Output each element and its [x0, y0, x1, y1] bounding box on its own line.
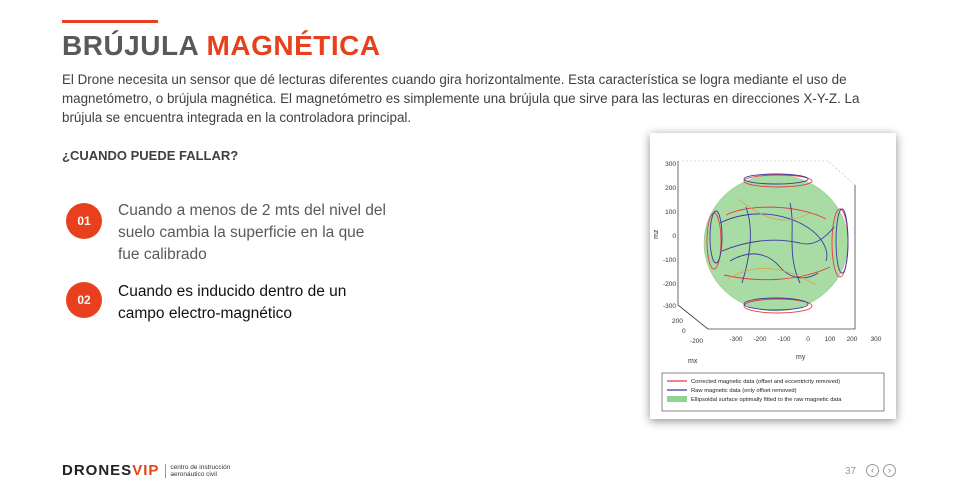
my-tick-7: 300: [870, 336, 882, 343]
next-slide-button[interactable]: [883, 464, 896, 477]
z-tick-3: 100: [665, 209, 676, 216]
footer-logo: [62, 462, 240, 479]
page-number: 37: [845, 466, 857, 477]
z-tick-4: 0: [672, 233, 676, 240]
my-axis-label: my: [796, 354, 806, 361]
z-tick-1: 300: [665, 161, 676, 168]
page-title: [62, 30, 381, 62]
legend-item-2: Raw magnetic data (only offset removed): [691, 388, 797, 394]
my-tick-1: -300: [729, 336, 743, 343]
plot-axis-mx: [678, 305, 708, 329]
title-accent-bar: [62, 20, 158, 23]
number-badge-2: 02: [66, 282, 102, 318]
section-question: ¿CUANDO PUEDE FALLAR?: [62, 148, 239, 163]
prev-slide-button[interactable]: [866, 464, 879, 477]
magnetometer-figure: [650, 133, 896, 419]
title-part-2: MAGNÉTICA: [206, 30, 381, 61]
my-tick-5: 100: [824, 336, 836, 343]
my-tick-3: -100: [777, 336, 791, 343]
z-tick-5: -100: [662, 257, 676, 264]
legend-swatch-3: [667, 396, 687, 402]
logo-accent-text: VIP: [132, 462, 160, 479]
intro-paragraph: El Drone necesita un sensor que dé lecturas diferentes cuando gira horizontalmente. Esta característica se logra mediante el uso de magnetómetro, o brújula magnética. El magnetómetro es simplemente una brújula que sirve para las lecturas en direcciones X-Y-Z. La brújula se encuentra integrada en la controladora principal.: [62, 72, 860, 125]
logo-subtitle: centro de instrucción aeronáutico civil: [165, 464, 240, 478]
z-tick-2: 200: [665, 185, 676, 192]
list-item-2: [66, 281, 388, 325]
logo-wordmark: [62, 462, 159, 479]
mx-tick-2: 0: [682, 328, 686, 335]
legend-item-3: Ellipsoidal surface optimally fitted to the raw magnetic data: [691, 397, 842, 403]
magnetometer-3d-plot: [650, 133, 896, 419]
mx-axis-label: mx: [688, 358, 698, 365]
list-item-1-text: Cuando a menos de 2 mts del nivel del suelo cambia la superficie en la que fue calibrado: [118, 202, 386, 263]
z-tick-6: -200: [662, 281, 676, 288]
my-tick-4: 0: [806, 336, 810, 343]
list-item-1: [66, 200, 388, 266]
my-tick-2: -200: [753, 336, 767, 343]
logo-main-text: DRONES: [62, 462, 133, 479]
fitted-ellipsoid: [704, 175, 848, 311]
legend-item-1: Corrected magnetic data (offset and eccentricity removed): [691, 379, 841, 385]
mx-tick-1: 200: [672, 318, 683, 325]
chevron-left-icon: ‹: [871, 465, 874, 475]
list-item-2-text: Cuando es inducido dentro de un campo electro-magnético: [118, 283, 347, 322]
my-tick-6: 200: [846, 336, 858, 343]
z-axis-label: mz: [653, 229, 660, 239]
number-badge-1: 01: [66, 203, 102, 239]
chevron-right-icon: ›: [888, 465, 891, 475]
z-tick-7: -300: [662, 303, 676, 310]
title-part-1: BRÚJULA: [62, 30, 199, 61]
mx-tick-3: -200: [690, 338, 704, 345]
